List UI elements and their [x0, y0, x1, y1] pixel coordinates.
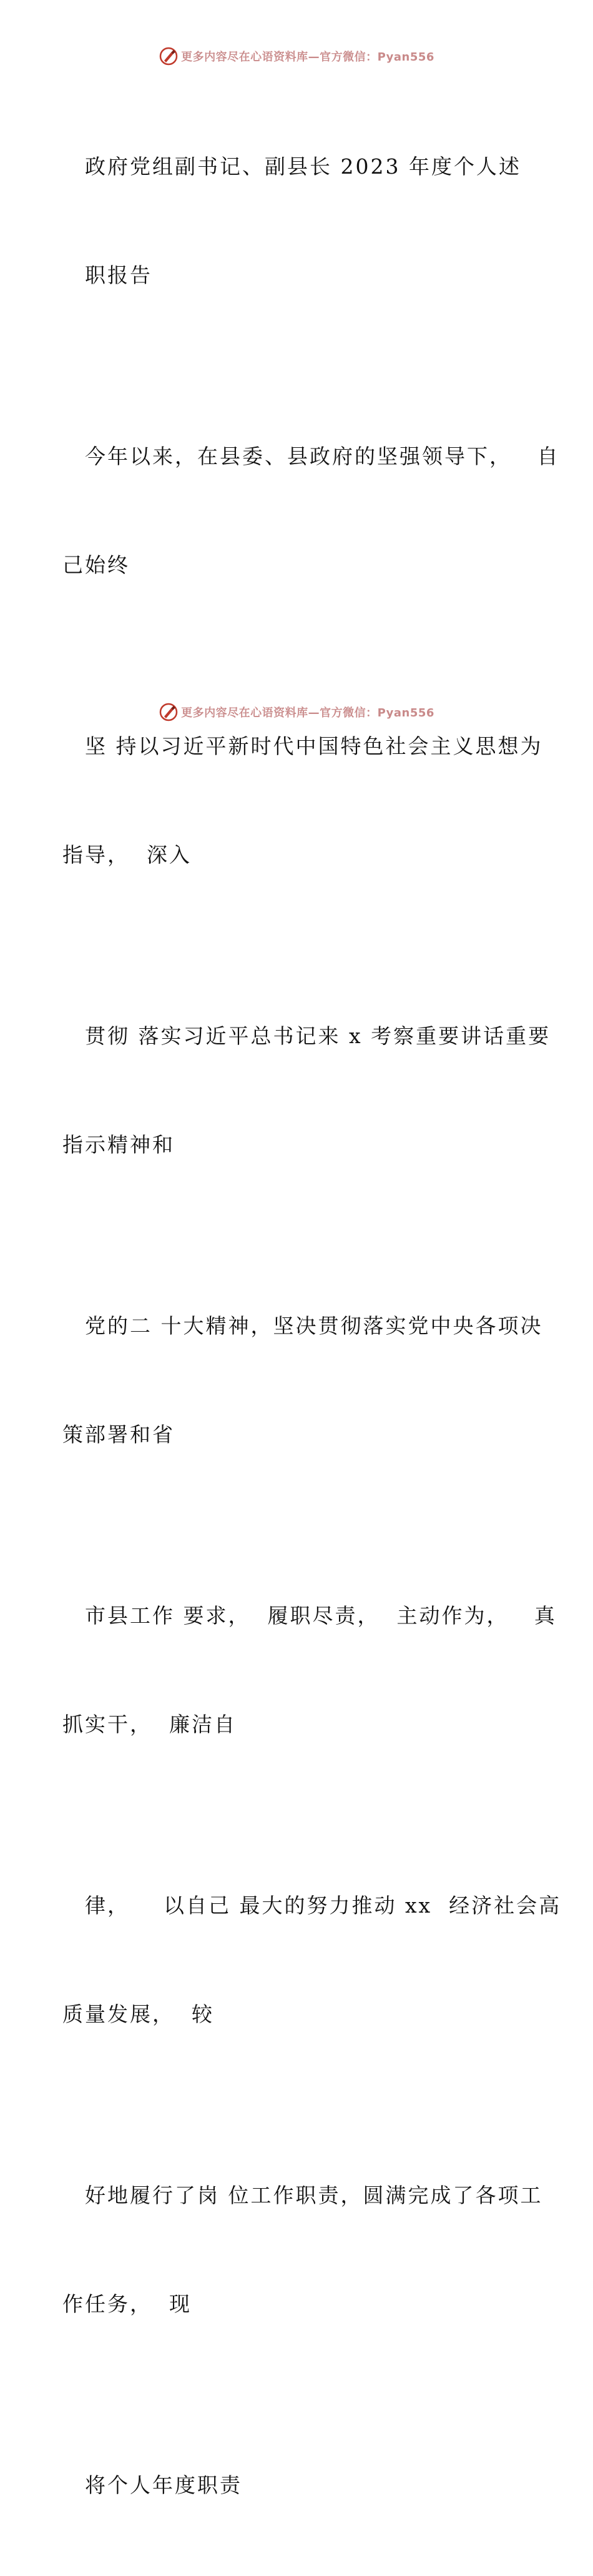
top-watermark-banner	[0, 44, 593, 69]
document-body	[62, 76, 562, 2576]
paragraph-line: 坚 持以习近平新时代中国特色社会主义思想为	[85, 734, 543, 758]
paragraph-line: 抓实干， 廉洁自	[62, 1712, 237, 1736]
paragraph-line: 指导， 深入	[62, 843, 192, 867]
paragraph	[62, 1236, 543, 1525]
paragraph-line: 将个人年度职责	[85, 2473, 242, 2497]
paragraph	[62, 366, 560, 656]
paragraph-line: 市县工作 要求， 履职尽责， 主动作为， 真	[85, 1603, 557, 1628]
paragraph-line: 作任务， 现	[62, 2292, 192, 2316]
paragraph	[62, 1525, 557, 1815]
paragraph	[62, 1815, 562, 2105]
title-line-2: 职报告	[85, 263, 152, 287]
paragraph-line: 今年以来，在县委、县政府的坚强领导下， 自	[85, 444, 560, 468]
watermark-text: 更多内容尽在心语资料库—官方微信：Pyan556	[181, 51, 434, 64]
pen-logo-icon	[159, 702, 179, 722]
pen-logo-icon	[159, 46, 179, 66]
paragraph-line: 指示精神和	[62, 1132, 175, 1157]
paragraph-line: 策部署和省	[62, 1422, 175, 1447]
paragraph	[62, 2395, 537, 2576]
watermark-text: 更多内容尽在心语资料库—官方微信：Pyan556	[181, 706, 434, 720]
paragraph-line: 好地履行了岗 位工作职责，圆满完成了各项工	[85, 2183, 543, 2207]
paragraph-line: 律， 以自己 最大的努力推动 xx 经济社会高	[85, 1893, 562, 1918]
paragraph	[62, 946, 551, 1236]
bottom-watermark-banner	[0, 700, 593, 725]
paragraph	[62, 2105, 543, 2395]
paragraph-line: 党的二 十大精神，坚决贯彻落实党中央各项决	[85, 1314, 543, 1338]
title-line-1: 政府党组副书记、副县长 2023 年度个人述	[85, 154, 521, 179]
paragraph-line: 质量发展， 较	[62, 2002, 214, 2026]
paragraph-line: 贯彻 落实习近平总书记来 x 考察重要讲话重要	[85, 1024, 551, 1048]
paragraph-line: 己始终	[62, 553, 130, 577]
document-title	[62, 76, 537, 366]
